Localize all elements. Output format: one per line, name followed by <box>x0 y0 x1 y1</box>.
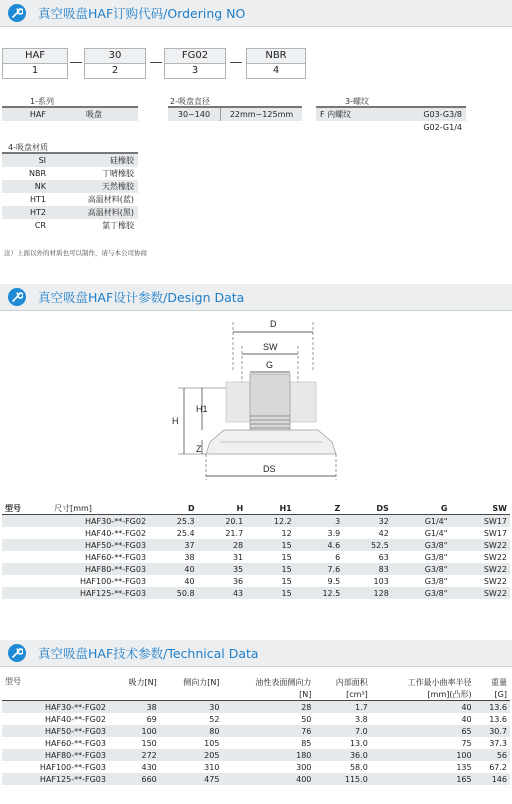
cell-h1: 15 <box>246 563 295 575</box>
cell-value: 205 <box>160 749 223 761</box>
cell-value: 56 <box>475 749 510 761</box>
cell-sw: SW22 <box>483 552 507 562</box>
cell-z: 4.6 <box>295 539 344 551</box>
cell-value: 3.8 <box>355 714 368 724</box>
cell-g: G3/8" <box>392 539 451 551</box>
cell-value: 660 <box>109 773 160 785</box>
row-model: HAF30-**-FG02 <box>2 515 149 528</box>
ordering-index: 4 <box>246 64 306 79</box>
thread-desc: G03-G3/8 <box>423 110 462 119</box>
cell-value: 40 <box>371 701 475 714</box>
ordering-section-title: 真空吸盘HAF订购代码/Ordering NO <box>38 6 246 21</box>
table-row <box>2 749 510 761</box>
material-code: HT2 <box>30 208 46 217</box>
cell-z: 3 <box>295 515 344 528</box>
column-header: 油性表面侧向力 <box>255 677 312 687</box>
row-model: HAF60-**-FG03 <box>44 738 106 748</box>
divider <box>150 62 162 63</box>
cell-value: 1.7 <box>314 701 370 714</box>
cell-h: 43 <box>198 587 247 599</box>
table-row <box>2 539 510 551</box>
dim-label-z: Z <box>196 444 202 454</box>
cell-value: 28 <box>222 701 314 714</box>
suction-cup-diagram <box>150 312 350 484</box>
table-row <box>2 773 510 785</box>
row-model: HAF100-**-FG03 <box>39 762 106 772</box>
cell-value: 40 <box>461 714 472 724</box>
ordering-code: NBR <box>246 48 306 64</box>
column-header: D <box>187 503 195 513</box>
ordering-code: 30 <box>84 48 146 64</box>
material-desc: 高温材料(黑) <box>87 208 134 217</box>
series-table <box>2 108 138 121</box>
design-section-title: 真空吸盘HAF设计参数/Design Data <box>38 290 245 305</box>
series-desc: 吸盘 <box>86 110 102 119</box>
cell-value: 300 <box>296 762 312 772</box>
table-row <box>2 701 510 714</box>
cell-h: 28 <box>198 539 247 551</box>
material-code: NK <box>34 182 46 191</box>
column-header: 工作最小曲率半径 <box>407 677 472 687</box>
ordering-code: FG02 <box>164 48 226 64</box>
table-row <box>2 515 510 528</box>
row-model: HAF40-**-FG02 <box>44 714 106 724</box>
table-row <box>2 563 510 575</box>
column-header: 侧向力[N] <box>183 677 220 687</box>
cell-h: 35 <box>198 563 247 575</box>
cell-d: 40 <box>184 576 195 586</box>
cell-d: 38 <box>184 552 195 562</box>
dim-label-d: D <box>270 319 277 329</box>
dim-label-h: H <box>172 416 179 426</box>
cell-g: G3/8" <box>392 587 451 599</box>
cell-d: 37 <box>149 539 198 551</box>
cell-g: G1/4" <box>392 515 451 528</box>
cell-value: 430 <box>141 762 157 772</box>
column-unit: [cm³] <box>346 689 368 699</box>
cell-value: 475 <box>160 773 223 785</box>
material-desc: 氯丁橡胶 <box>102 221 134 230</box>
table-row <box>2 761 510 773</box>
column-header: DS <box>376 503 389 513</box>
cell-value: 105 <box>204 738 220 748</box>
material-desc: 丁晴橡胶 <box>102 169 134 178</box>
column-unit <box>109 688 160 701</box>
divider <box>70 62 82 63</box>
cell-value: 65 <box>371 725 475 737</box>
cell-value: 52 <box>209 714 220 724</box>
dim-label-g: G <box>266 360 274 370</box>
material-table <box>2 154 138 232</box>
row-model: HAF40-**-FG02 <box>85 528 147 538</box>
cell-value: 37.3 <box>489 738 507 748</box>
cell-h1: 12 <box>281 528 292 538</box>
cell-value: 400 <box>222 773 314 785</box>
table-row <box>2 725 510 737</box>
technical-section-title: 真空吸盘HAF技术参数/Technical Data <box>38 646 259 661</box>
diameter-code: 30~140 <box>168 108 221 121</box>
table-row <box>2 527 510 539</box>
table-row <box>2 551 510 563</box>
table-row <box>2 713 510 725</box>
cell-value: 36.0 <box>314 749 370 761</box>
ordering-box-3 <box>164 48 226 77</box>
ordering-index: 3 <box>164 64 226 79</box>
cell-value: 100 <box>109 725 160 737</box>
row-model: HAF125-**-FG03 <box>2 587 149 599</box>
thread-code: F 内螺纹 <box>320 110 352 119</box>
thread-code <box>316 121 382 134</box>
thread-desc: G02-G1/4 <box>423 123 462 132</box>
cell-value: 13.6 <box>475 701 510 714</box>
cell-ds: 42 <box>378 528 389 538</box>
cell-h1: 15 <box>246 587 295 599</box>
cell-d: 25.4 <box>176 528 195 538</box>
cell-value: 30 <box>160 701 223 714</box>
cell-ds: 63 <box>378 552 389 562</box>
technical-section-header <box>0 640 512 667</box>
cell-z: 12.5 <box>295 587 344 599</box>
design-section-header <box>0 284 512 311</box>
cell-sw: SW22 <box>450 539 510 551</box>
cell-value: 310 <box>204 762 220 772</box>
material-desc: 天然橡胶 <box>102 182 134 191</box>
cell-g: G1/4" <box>424 528 448 538</box>
cell-value: 272 <box>109 749 160 761</box>
table-row <box>2 587 510 599</box>
thread-heading: 3-螺纹 <box>345 97 369 106</box>
cell-z: 3.9 <box>327 528 341 538</box>
row-model: HAF125-**-FG03 <box>2 773 109 785</box>
cell-h1: 15 <box>281 552 292 562</box>
cell-value: 38 <box>109 701 160 714</box>
row-model: HAF80-**-FG03 <box>2 749 109 761</box>
column-header-size: 尺寸[mm] <box>54 503 92 513</box>
ordering-index: 1 <box>2 64 68 79</box>
ordering-index: 2 <box>84 64 146 79</box>
cell-h1: 12.2 <box>246 515 295 528</box>
series-code: HAF <box>29 110 46 119</box>
cell-h: 31 <box>232 552 244 562</box>
ordering-section-header <box>0 0 512 27</box>
material-heading: 4-吸盘材质 <box>8 143 48 152</box>
diameter-desc: 22mm~125mm <box>229 110 294 119</box>
row-model: HAF50-**-FG03 <box>2 725 109 737</box>
dim-label-h1: H1 <box>196 404 208 414</box>
cell-value: 85 <box>301 738 312 748</box>
divider <box>230 62 242 63</box>
cell-g: G3/8" <box>392 563 451 575</box>
material-desc: 硅橡胶 <box>110 156 134 165</box>
cell-value: 67.2 <box>489 762 507 772</box>
wrench-icon <box>8 288 26 306</box>
cell-d: 40 <box>149 563 198 575</box>
cell-value: 115.0 <box>314 773 370 785</box>
column-header-model: 型号 <box>5 503 21 513</box>
column-unit: [N] <box>299 689 312 699</box>
column-unit: [G] <box>494 689 507 699</box>
row-model: HAF80-**-FG03 <box>2 563 149 575</box>
cell-value: 7.0 <box>314 725 370 737</box>
cell-h: 20.1 <box>198 515 247 528</box>
column-header: 内部面积 <box>335 677 368 687</box>
cell-h: 36 <box>232 576 244 586</box>
cell-ds: 32 <box>343 515 392 528</box>
ordering-box-4 <box>246 48 306 77</box>
material-note: 注）上面以外的材质也可以制作，请与本公司协商 <box>4 249 147 257</box>
cell-sw: SW22 <box>483 576 507 586</box>
cell-value: 13.0 <box>349 738 368 748</box>
column-header-model: 型号 <box>5 677 21 686</box>
column-unit <box>160 688 223 701</box>
material-code: SI <box>38 156 46 165</box>
cell-value: 180 <box>222 749 314 761</box>
row-model: HAF100-**-FG03 <box>79 576 147 586</box>
thread-table <box>316 108 466 134</box>
column-header: Z <box>334 503 341 513</box>
row-model: HAF30-**-FG02 <box>2 701 109 714</box>
design-data-table <box>2 502 510 599</box>
cell-value: 165 <box>371 773 475 785</box>
ordering-box-2 <box>84 48 146 77</box>
cell-ds: 83 <box>343 563 392 575</box>
cell-z: 7.6 <box>295 563 344 575</box>
cell-value: 80 <box>160 725 223 737</box>
wrench-icon <box>8 644 26 662</box>
cell-d: 25.3 <box>149 515 198 528</box>
technical-data-table <box>2 676 510 785</box>
cell-h1: 15 <box>281 576 292 586</box>
ordering-code: HAF <box>2 48 68 64</box>
column-unit: [mm](凸形) <box>427 689 472 699</box>
dim-label-ds: DS <box>263 464 276 474</box>
cell-h1: 15 <box>246 539 295 551</box>
material-code: NBR <box>28 169 46 178</box>
cell-h: 21.7 <box>225 528 244 538</box>
cell-value: 58.0 <box>349 762 368 772</box>
cell-value: 135 <box>456 762 472 772</box>
column-header: SW <box>492 503 507 513</box>
column-header: G <box>440 503 448 513</box>
cell-d: 50.8 <box>149 587 198 599</box>
cell-z: 6 <box>335 552 341 562</box>
cell-value: 146 <box>475 773 510 785</box>
cell-sw: SW22 <box>450 587 510 599</box>
row-model: HAF60-**-FG03 <box>85 552 147 562</box>
cell-ds: 103 <box>373 576 389 586</box>
diameter-heading: 2-吸盘直径 <box>170 97 210 106</box>
diameter-table <box>168 108 302 121</box>
column-header: 重量 <box>491 677 507 687</box>
cell-value: 50 <box>301 714 312 724</box>
row-model: HAF50-**-FG03 <box>2 539 149 551</box>
ordering-box-1 <box>2 48 68 77</box>
cell-value: 30.7 <box>475 725 510 737</box>
cell-value: 75 <box>461 738 472 748</box>
material-desc: 高温材料(蓝) <box>87 195 134 204</box>
cell-ds: 128 <box>343 587 392 599</box>
cell-ds: 52.5 <box>343 539 392 551</box>
cell-value: 13.6 <box>489 714 507 724</box>
cell-sw: SW17 <box>483 528 507 538</box>
cell-g: G3/8" <box>424 552 448 562</box>
cell-value: 100 <box>371 749 475 761</box>
dim-label-sw: SW <box>263 342 278 352</box>
column-header: H1 <box>279 503 292 513</box>
cell-sw: SW22 <box>450 563 510 575</box>
column-header: 吸力[N] <box>128 677 157 687</box>
cell-sw: SW17 <box>450 515 510 528</box>
wrench-icon <box>8 4 26 22</box>
series-heading: 1-系列 <box>30 97 54 106</box>
cell-value: 69 <box>146 714 157 724</box>
cell-value: 150 <box>141 738 157 748</box>
material-code: CR <box>34 221 46 230</box>
column-header: H <box>236 503 244 513</box>
table-row <box>2 737 510 749</box>
cell-z: 9.5 <box>327 576 341 586</box>
cell-value: 76 <box>222 725 314 737</box>
cell-g: G3/8" <box>424 576 448 586</box>
table-row <box>2 575 510 587</box>
material-code: HT1 <box>30 195 46 204</box>
